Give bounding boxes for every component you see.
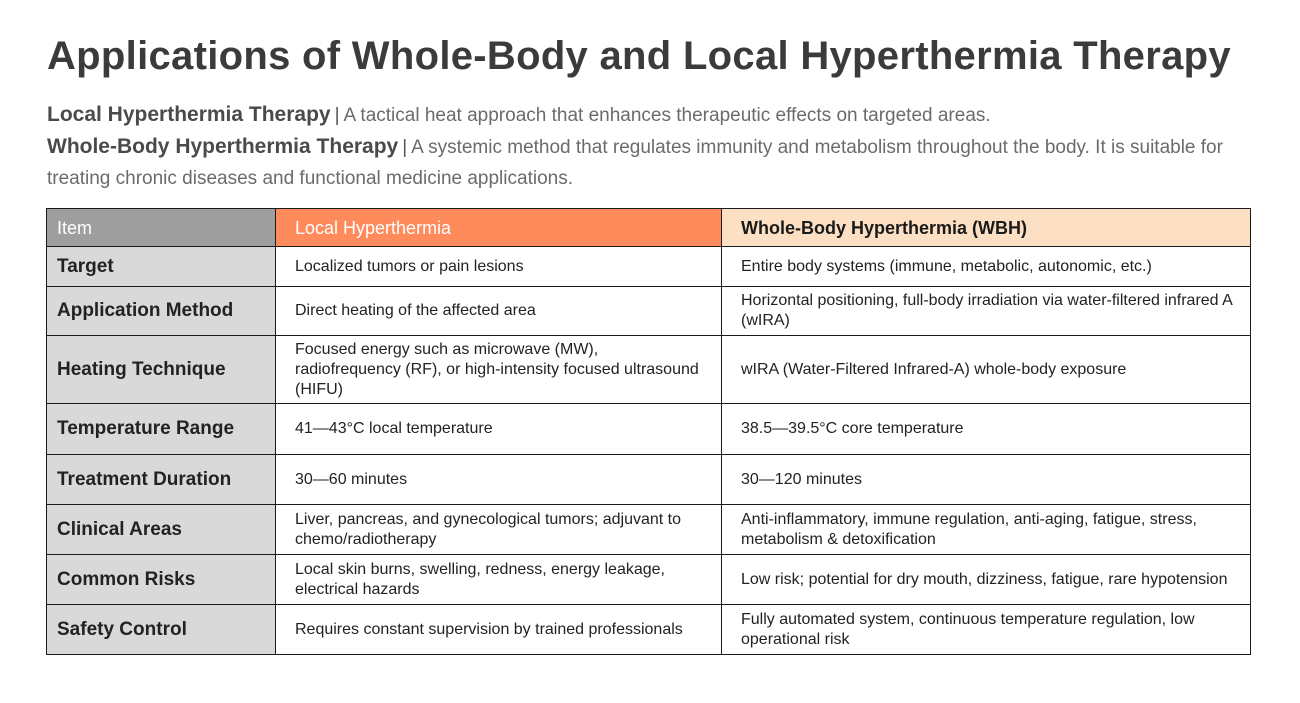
wbh-cell: 30—120 minutes <box>722 455 1251 505</box>
wbh-cell: Entire body systems (immune, metabolic, autonomic, etc.) <box>722 247 1251 287</box>
table-row <box>47 455 1251 505</box>
row-label: Common Risks <box>47 555 276 605</box>
wbh-cell: Fully automated system, continuous temperature regulation, low operational risk <box>722 605 1251 655</box>
wbh-cell: Horizontal positioning, full-body irradiation via water-filtered infrared A (wIRA) <box>722 287 1251 336</box>
header-item: Item <box>47 209 276 247</box>
wbh-therapy-description: A systemic method that regulates immunity and metabolism throughout the body. It is suitable for treating chronic diseases and functional medicine applications. <box>47 137 1223 189</box>
table-row <box>47 287 1251 336</box>
local-cell: Localized tumors or pain lesions <box>276 247 722 287</box>
local-cell: Direct heating of the affected area <box>276 287 722 336</box>
wbh-cell: 38.5—39.5°C core temperature <box>722 404 1251 455</box>
header-whole-body-hyperthermia: Whole-Body Hyperthermia (WBH) <box>722 209 1251 247</box>
table-header-row <box>47 209 1251 247</box>
row-label: Treatment Duration <box>47 455 276 505</box>
local-cell: Liver, pancreas, and gynecological tumors; adjuvant to chemo/radiotherapy <box>276 505 722 555</box>
local-cell: 41—43°C local temperature <box>276 404 722 455</box>
row-label: Application Method <box>47 287 276 336</box>
table-row <box>47 505 1251 555</box>
page-title: Applications of Whole-Body and Local Hyperthermia Therapy <box>47 34 1231 78</box>
wbh-cell: Anti-inflammatory, immune regulation, anti-aging, fatigue, stress, metabolism & detoxification <box>722 505 1251 555</box>
row-label: Target <box>47 247 276 287</box>
table-row <box>47 404 1251 455</box>
header-local-hyperthermia: Local Hyperthermia <box>276 209 722 247</box>
table-row <box>47 605 1251 655</box>
table-row <box>47 555 1251 605</box>
local-cell: Requires constant supervision by trained professionals <box>276 605 722 655</box>
local-cell: 30—60 minutes <box>276 455 722 505</box>
wbh-cell: wIRA (Water-Filtered Infrared-A) whole-body exposure <box>722 336 1251 404</box>
row-label: Temperature Range <box>47 404 276 455</box>
local-therapy-term: Local Hyperthermia Therapy <box>47 103 331 126</box>
separator: | <box>334 105 340 126</box>
local-therapy-description: A tactical heat approach that enhances therapeutic effects on targeted areas. <box>343 105 991 126</box>
table-row <box>47 336 1251 404</box>
row-label: Safety Control <box>47 605 276 655</box>
local-cell: Focused energy such as microwave (MW), radiofrequency (RF), or high-intensity focused ultrasound (HIFU) <box>276 336 722 404</box>
intro-text <box>47 99 1237 194</box>
comparison-table <box>46 208 1251 655</box>
wbh-therapy-term: Whole-Body Hyperthermia Therapy <box>47 135 399 158</box>
row-label: Heating Technique <box>47 336 276 404</box>
wbh-cell: Low risk; potential for dry mouth, dizziness, fatigue, rare hypotension <box>722 555 1251 605</box>
local-cell: Local skin burns, swelling, redness, energy leakage, electrical hazards <box>276 555 722 605</box>
separator: | <box>402 137 408 158</box>
table-row <box>47 247 1251 287</box>
row-label: Clinical Areas <box>47 505 276 555</box>
